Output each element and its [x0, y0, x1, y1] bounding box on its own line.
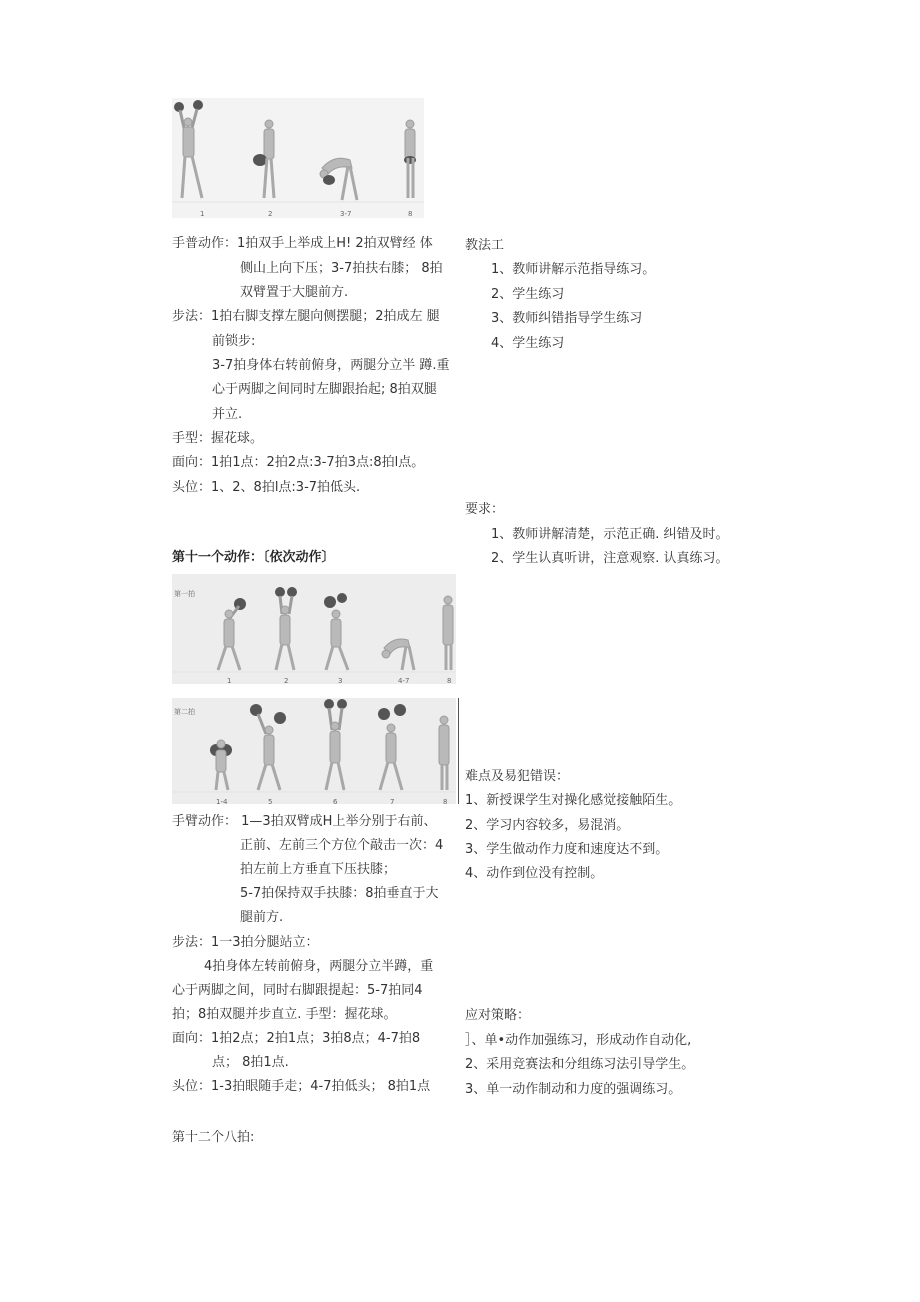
pose-crouch: [210, 740, 232, 790]
step-line: 步法：1一3拍分腿站立：: [172, 935, 319, 950]
beat-label: 3-7: [340, 210, 352, 218]
teaching-title: 教法工: [465, 238, 505, 253]
step-line: 心于两脚之间，同时右脚跟提起：5-7拍同4: [172, 983, 423, 998]
pose-pom-left: [324, 593, 348, 670]
difficulties-title: 难点及易犯错误：: [465, 769, 570, 784]
row-label: 第二拍: [174, 708, 195, 716]
arm-motion-line: 拍左前上方垂直下压扶膝；: [240, 862, 397, 877]
pose-pom-up: [324, 699, 347, 790]
pose-side-step: [253, 120, 274, 198]
step-line: 拍；8拍双腿并步直立. 手型：握花球。: [172, 1007, 397, 1022]
arm-motion-line: 侧山上向下压；3-7拍扶右膝； 8拍: [240, 261, 443, 276]
step-line: 4拍身体左转前俯身，两腿分立半蹲，重: [204, 959, 434, 974]
beat-label: 8: [443, 798, 448, 804]
next-section-heading: 第十二个八拍:: [172, 1130, 255, 1145]
beat-label: 2: [268, 210, 273, 218]
step-line: 3-7拍身体右转前俯身，两腿分立半 蹲.重: [212, 358, 450, 373]
pose-pom-right: [218, 598, 246, 670]
difficulties-item: 4、动作到位没有控制。: [465, 866, 604, 881]
beat-label: 1: [227, 677, 232, 684]
beat-label: 3: [338, 677, 343, 684]
teaching-item: 3、教师纠错指导学生练习: [491, 311, 643, 326]
strategies-item: ］、单•动作加强练习，形成动作自动化,: [465, 1033, 692, 1048]
motion11-figure-row2: [172, 698, 456, 804]
beat-label: 2: [284, 677, 289, 684]
strategies-item: 3、单一动作制动和力度的强调练习。: [465, 1082, 682, 1097]
motion11-figure-row1: [172, 574, 456, 684]
facing-direction: 面向：1拍1点：2拍2点:3-7拍3点:8拍l点。: [172, 455, 425, 470]
pose-pom-right-up: [250, 704, 286, 790]
teaching-item: 2、学生练习: [491, 287, 565, 302]
pose-pom-left-up: [378, 704, 406, 790]
step-line: 前锁步:: [212, 334, 256, 349]
arm-motion-line: 手普动作：1拍双手上举成上H! 2拍双臂经 体: [172, 236, 433, 251]
arm-motion-line: 双臂置于大腿前方.: [240, 285, 349, 300]
pose-stand: [443, 596, 453, 670]
requirements-title: 要求：: [465, 502, 505, 517]
row-label: 第一拍: [174, 590, 195, 598]
motion10-figure-drawing: [172, 98, 424, 218]
arm-motion-line: 正前、左前三个方位个敲击一次：4: [240, 838, 444, 853]
strategies-item: 2、采用竞赛法和分组练习法引导学生。: [465, 1057, 695, 1072]
arm-motion-line: 腿前方.: [240, 910, 284, 925]
pose-bend-forward: [382, 639, 414, 670]
pose-bend-forward: [320, 158, 357, 200]
pose-arms-up: [174, 100, 203, 198]
motion11-row2-drawing: [172, 698, 456, 804]
facing-direction: 点； 8拍1点.: [212, 1055, 289, 1070]
beat-label: 1: [200, 210, 205, 218]
pose-stand: [404, 120, 416, 198]
pose-pom-front: [275, 587, 297, 670]
head-position: 头位：1、2、8拍l点:3-7拍低头.: [172, 480, 361, 495]
beat-label: 8: [447, 677, 452, 684]
motion11-row1-drawing: [172, 574, 456, 684]
beat-label: 8: [408, 210, 413, 218]
step-line: 步法：1拍右脚支撑左腿向侧摆腿；2拍成左 腿: [172, 309, 440, 324]
head-position: 头位：1-3拍眼随手走；4-7拍低头； 8拍1点: [172, 1079, 431, 1094]
step-line: 心于两脚之间同时左脚跟抬起; 8拍双腿: [212, 382, 437, 397]
difficulties-item: 2、学习内容较多，易混消。: [465, 818, 630, 833]
beat-label: 5: [268, 798, 273, 804]
facing-direction: 面向：1拍2点；2拍1点；3拍8点；4-7拍8: [172, 1031, 421, 1046]
difficulties-item: 1、新授课学生对操化感觉接触陌生。: [465, 793, 682, 808]
pose-stand: [439, 716, 449, 790]
beat-label: 1-4: [216, 798, 228, 804]
arm-motion-line: 5-7拍保持双手扶膝：8拍垂直于大: [240, 886, 439, 901]
strategies-title: 应对策略：: [465, 1008, 531, 1023]
motion11-heading: 第十一个动作：〔依次动作〕: [172, 550, 335, 565]
beat-label: 4-7: [398, 677, 410, 684]
requirements-item: 1、教师讲解清楚，示范正确. 纠错及时。: [491, 527, 729, 542]
step-line: 并立.: [212, 407, 243, 422]
divider: [458, 698, 459, 804]
motion10-figure: [172, 98, 424, 218]
requirements-item: 2、学生认真听讲，注意观察. 认真练习。: [491, 551, 729, 566]
hand-shape: 手型：握花球。: [172, 431, 264, 446]
arm-motion-line: 手臂动作： 1—3拍双臂成H上举分别于右前、: [172, 814, 437, 829]
difficulties-item: 3、学生做动作力度和速度达不到。: [465, 842, 669, 857]
beat-label: 6: [333, 798, 338, 804]
beat-label: 7: [390, 798, 395, 804]
teaching-item: 1、教师讲解示范指导练习。: [491, 262, 656, 277]
teaching-item: 4、学生练习: [491, 336, 565, 351]
